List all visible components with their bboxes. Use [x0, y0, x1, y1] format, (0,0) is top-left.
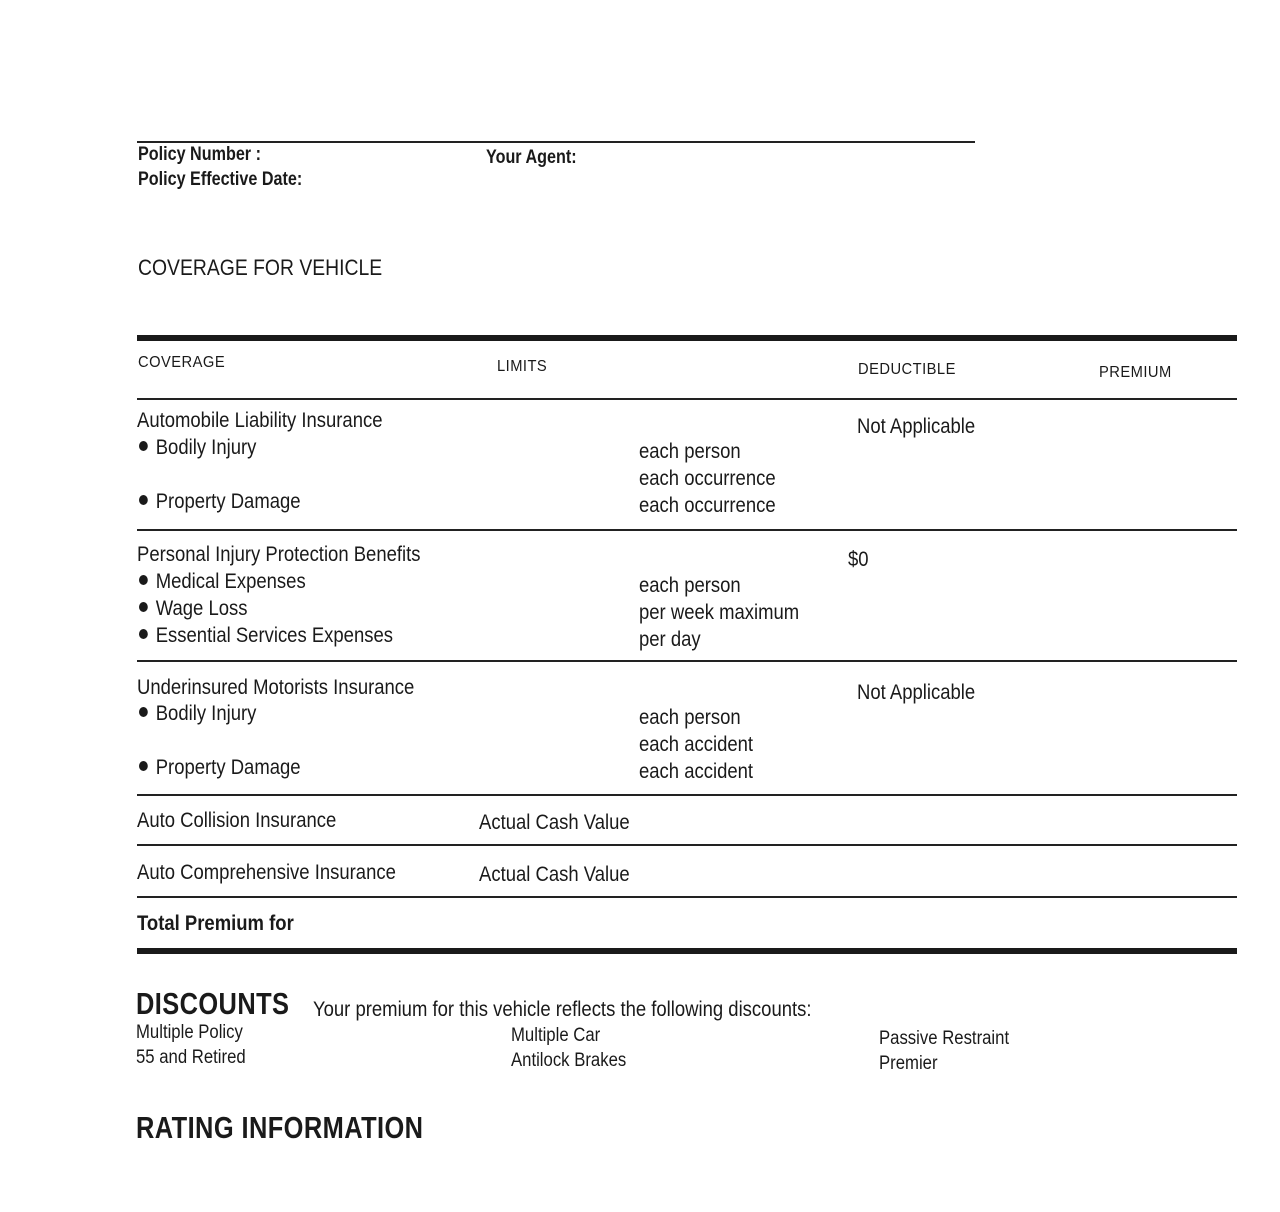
policy-number-label: Policy Number :	[138, 144, 261, 165]
uim-limit-each-accident-2: each accident	[639, 760, 754, 783]
liability-deductible: Not Applicable	[857, 415, 976, 438]
discount-passive-restraint: Passive Restraint	[879, 1028, 1010, 1049]
uim-deductible: Not Applicable	[857, 681, 976, 704]
uim-title: Underinsured Motorists Insurance	[137, 676, 415, 699]
discounts-title: DISCOUNTS	[136, 986, 290, 1021]
pip-deductible: $0	[848, 548, 869, 571]
discount-multiple-car: Multiple Car	[511, 1025, 601, 1046]
collision-rule	[137, 844, 1237, 846]
uim-property-damage: Property Damage	[139, 756, 301, 780]
column-coverage: COVERAGE	[138, 354, 226, 371]
discount-premier: Premier	[879, 1053, 938, 1074]
collision-limit: Actual Cash Value	[479, 811, 630, 834]
header-bottom-rule	[137, 398, 1237, 400]
total-premium-label: Total Premium for	[137, 912, 294, 935]
uim-limit-each-accident-1: each accident	[639, 733, 754, 756]
pip-rule	[137, 660, 1237, 662]
your-agent-label: Your Agent:	[486, 147, 577, 168]
collision-title: Auto Collision Insurance	[137, 809, 337, 832]
liability-title: Automobile Liability Insurance	[137, 409, 383, 432]
rating-information-title: RATING INFORMATION	[136, 1110, 424, 1145]
pip-limit-each-person: each person	[639, 574, 741, 597]
liability-property-damage: Property Damage	[139, 490, 301, 514]
liability-limit-each-person: each person	[639, 440, 741, 463]
table-bottom-rule	[137, 948, 1237, 954]
liability-bodily-injury: Bodily Injury	[139, 436, 256, 460]
pip-limit-per-day: per day	[639, 628, 701, 651]
uim-limit-each-person: each person	[639, 706, 741, 729]
liability-limit-each-occurrence-2: each occurrence	[639, 494, 776, 517]
header-top-rule	[137, 141, 975, 143]
pip-essential-services: Essential Services Expenses	[139, 624, 393, 648]
liability-limit-each-occurrence-1: each occurrence	[639, 467, 776, 490]
column-premium: PREMIUM	[1099, 364, 1172, 381]
discount-antilock-brakes: Antilock Brakes	[511, 1050, 627, 1071]
liability-rule	[137, 529, 1237, 531]
policy-effective-date-label: Policy Effective Date:	[138, 169, 303, 190]
comprehensive-title: Auto Comprehensive Insurance	[137, 861, 396, 884]
table-top-rule	[137, 335, 1237, 341]
pip-limit-per-week: per week maximum	[639, 601, 800, 624]
comprehensive-rule	[137, 896, 1237, 898]
uim-rule	[137, 794, 1237, 796]
uim-bodily-injury: Bodily Injury	[139, 702, 256, 726]
column-deductible: DEDUCTIBLE	[858, 361, 956, 378]
discount-55-and-retired: 55 and Retired	[136, 1047, 246, 1068]
pip-medical-expenses: Medical Expenses	[139, 570, 306, 594]
column-limits: LIMITS	[497, 358, 548, 375]
discounts-intro: Your premium for this vehicle reflects the following discounts:	[313, 998, 812, 1021]
pip-wage-loss: Wage Loss	[139, 597, 247, 621]
pip-title: Personal Injury Protection Benefits	[137, 543, 421, 566]
discount-multiple-policy: Multiple Policy	[136, 1022, 243, 1043]
comprehensive-limit: Actual Cash Value	[479, 863, 630, 886]
coverage-title: COVERAGE FOR VEHICLE	[138, 255, 383, 280]
